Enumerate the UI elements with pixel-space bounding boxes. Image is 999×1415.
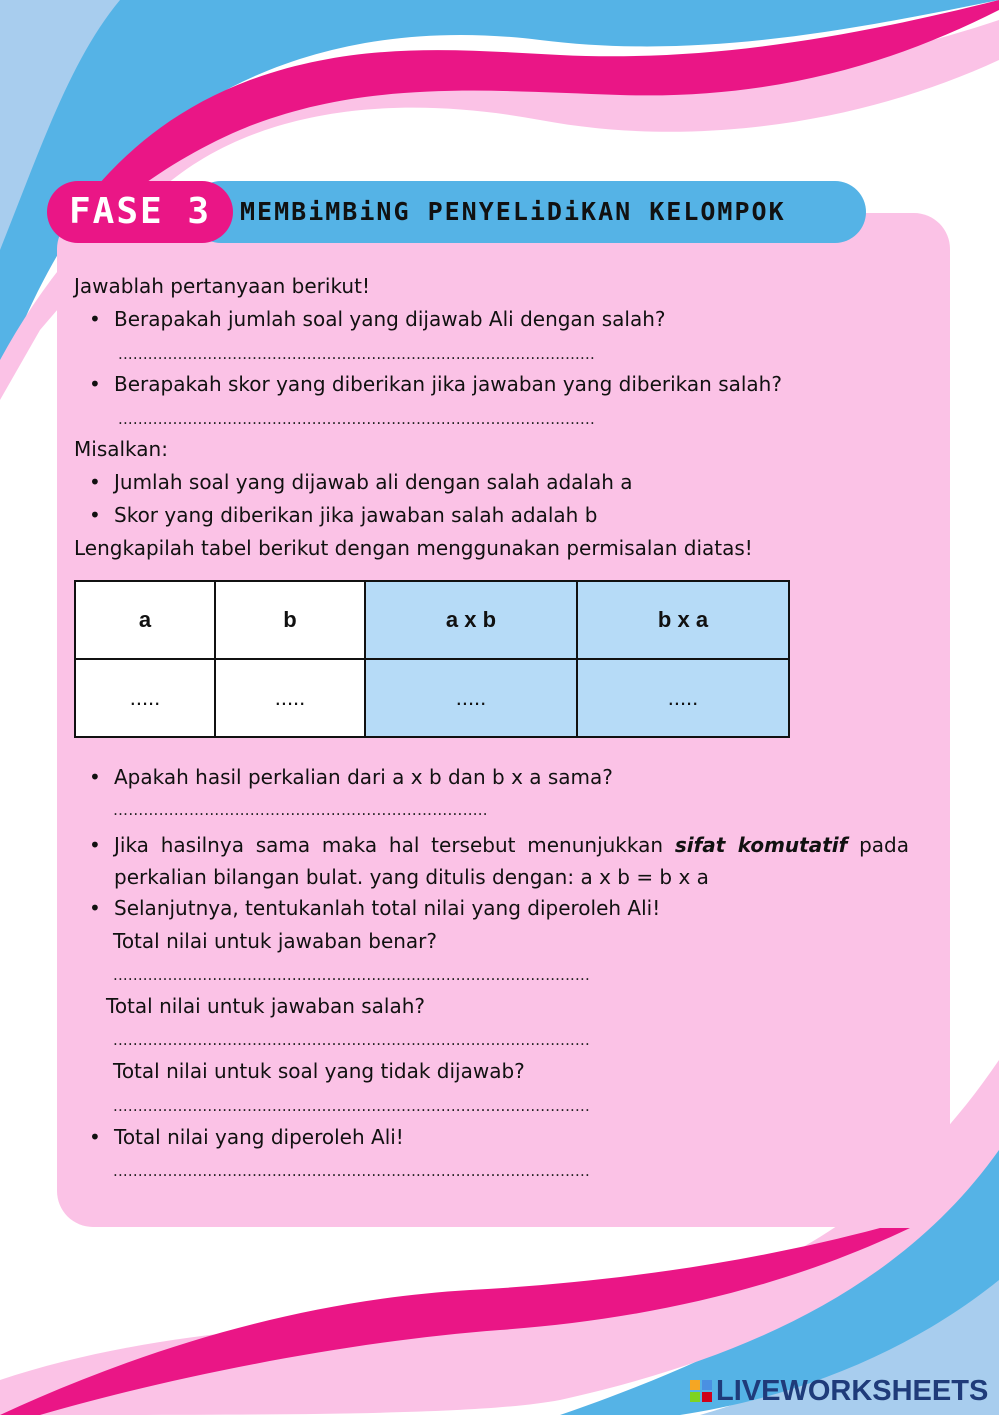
total-wrong-question: Total nilai untuk jawaban salah? <box>106 994 426 1018</box>
phase-title: MEMBiMBiNG PENYELiDiKAN KELOMPOK <box>240 197 786 226</box>
total-correct-question: Total nilai untuk jawaban benar? <box>113 929 438 953</box>
misalkan-label: Misalkan: <box>74 437 168 461</box>
table-instruction: Lengkapilah tabel berikut dengan menggunakan permisalan diatas! <box>74 536 753 560</box>
cell-a-times-b[interactable]: ..... <box>365 659 577 737</box>
question-wrong-count: • Berapakah jumlah soal yang dijawab Ali dengan salah? <box>114 306 666 332</box>
answer-field-same-result[interactable]: ……………………………………………………………….. <box>113 801 488 819</box>
misalkan-item-b: • Skor yang diberikan jika jawaban salah adalah b <box>114 502 597 528</box>
answer-field-total-wrong[interactable]: ................................................................................................ <box>113 1031 590 1049</box>
cell-b[interactable]: ..... <box>215 659 365 737</box>
question-same-result: • Apakah hasil perkalian dari a x b dan b x a sama? <box>114 764 613 790</box>
table-header-row <box>75 581 789 659</box>
liveworksheets-logo-icon <box>690 1380 712 1402</box>
header-a: a <box>75 581 215 659</box>
answer-field-wrong-score[interactable]: ................................................................................................ <box>118 410 595 428</box>
misalkan-item-a: • Jumlah soal yang dijawab ali dengan salah adalah a <box>114 469 633 495</box>
header-b: b <box>215 581 365 659</box>
logo-text: LIVEWORKSHEETS <box>716 1375 989 1407</box>
table-row <box>75 659 789 737</box>
komutatif-emphasis: sifat komutatif <box>674 833 848 857</box>
komutatif-before: Jika hasilnya sama maka hal tersebut menunjukkan <box>114 833 675 857</box>
cell-a[interactable]: ..... <box>75 659 215 737</box>
cell-b-times-a[interactable]: ..... <box>577 659 789 737</box>
liveworksheets-logo[interactable] <box>690 1373 988 1409</box>
phase-label: FASE 3 <box>47 181 233 243</box>
komutatif-statement <box>114 829 909 893</box>
multiplication-table <box>74 580 790 738</box>
question-wrong-score: • Berapakah skor yang diberikan jika jawaban yang diberikan salah? <box>114 371 782 397</box>
answer-field-total-correct[interactable]: ................................................................................................ <box>113 966 590 984</box>
total-intro: • Selanjutnya, tentukanlah total nilai yang diperoleh Ali! <box>114 895 660 921</box>
intro-text: Jawablah pertanyaan berikut! <box>74 274 370 298</box>
answer-field-total-all[interactable]: ................................................................................................ <box>113 1162 590 1180</box>
header-b-times-a: b x a <box>577 581 789 659</box>
total-unanswered-question: Total nilai untuk soal yang tidak dijawab? <box>113 1059 525 1083</box>
header-a-times-b: a x b <box>365 581 577 659</box>
answer-field-wrong-count[interactable]: ................................................................................................ <box>118 345 595 363</box>
komutatif-after: pada perkalian bilangan bulat. yang ditulis dengan: a x b = b x a <box>114 833 910 889</box>
answer-field-total-unanswered[interactable]: ................................................................................................ <box>113 1097 590 1115</box>
total-all-question: • Total nilai yang diperoleh Ali! <box>114 1124 404 1150</box>
